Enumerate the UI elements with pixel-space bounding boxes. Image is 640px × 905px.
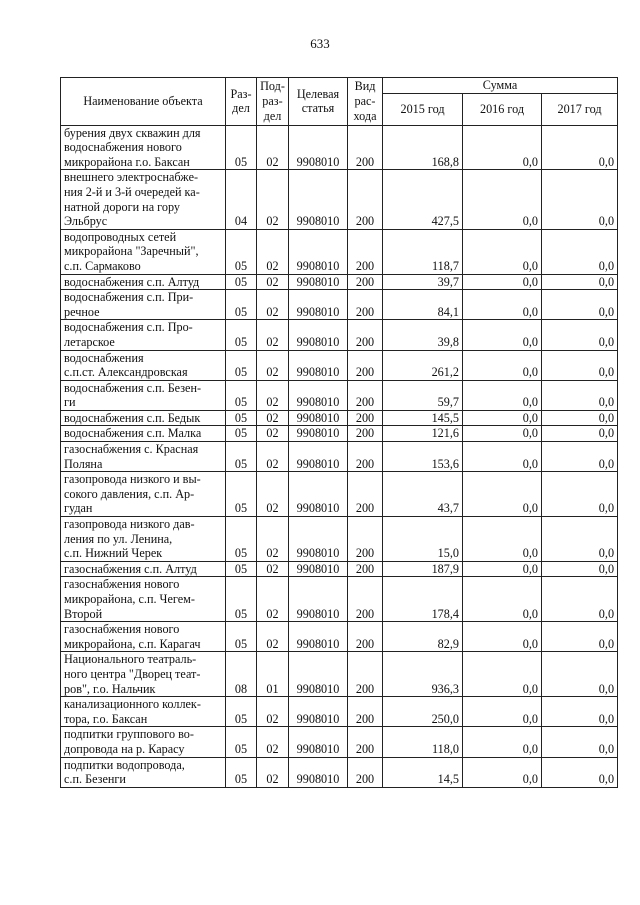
cell-name: газопровода низкого дав- ления по ул. Ленина, с.п. Нижний Черек bbox=[61, 517, 226, 562]
table-row bbox=[61, 125, 618, 170]
cell-podrazdel: 02 bbox=[257, 727, 289, 757]
column-header-2016: 2016 год bbox=[463, 93, 542, 125]
cell-vid: 200 bbox=[348, 472, 383, 517]
cell-y2015: 145,5 bbox=[383, 410, 463, 426]
cell-y2017: 0,0 bbox=[542, 229, 618, 274]
cell-vid: 200 bbox=[348, 380, 383, 410]
cell-razdel: 05 bbox=[226, 274, 257, 290]
cell-y2016: 0,0 bbox=[463, 652, 542, 697]
cell-y2016: 0,0 bbox=[463, 320, 542, 350]
cell-y2016: 0,0 bbox=[463, 426, 542, 442]
budget-table bbox=[60, 77, 618, 788]
cell-y2015: 427,5 bbox=[383, 170, 463, 229]
cell-razdel: 05 bbox=[226, 517, 257, 562]
cell-y2017: 0,0 bbox=[542, 697, 618, 727]
table-row bbox=[61, 350, 618, 380]
cell-vid: 200 bbox=[348, 274, 383, 290]
cell-vid: 200 bbox=[348, 229, 383, 274]
cell-y2015: 168,8 bbox=[383, 125, 463, 170]
cell-razdel: 05 bbox=[226, 472, 257, 517]
table-row bbox=[61, 410, 618, 426]
cell-name: водоснабжения с.п. Малка bbox=[61, 426, 226, 442]
cell-y2015: 39,8 bbox=[383, 320, 463, 350]
table-row bbox=[61, 622, 618, 652]
cell-y2016: 0,0 bbox=[463, 170, 542, 229]
cell-razdel: 05 bbox=[226, 125, 257, 170]
cell-vid: 200 bbox=[348, 727, 383, 757]
cell-y2017: 0,0 bbox=[542, 125, 618, 170]
cell-podrazdel: 02 bbox=[257, 561, 289, 577]
cell-y2017: 0,0 bbox=[542, 170, 618, 229]
cell-statya: 9908010 bbox=[289, 442, 348, 472]
cell-statya: 9908010 bbox=[289, 757, 348, 787]
cell-statya: 9908010 bbox=[289, 697, 348, 727]
cell-y2015: 118,7 bbox=[383, 229, 463, 274]
cell-name: подпитки группового во- допровода на р. Карасу bbox=[61, 727, 226, 757]
cell-y2017: 0,0 bbox=[542, 442, 618, 472]
table-row bbox=[61, 170, 618, 229]
cell-name: водоснабжения с.п. Безен- ги bbox=[61, 380, 226, 410]
cell-statya: 9908010 bbox=[289, 727, 348, 757]
cell-y2017: 0,0 bbox=[542, 622, 618, 652]
cell-statya: 9908010 bbox=[289, 410, 348, 426]
cell-y2017: 0,0 bbox=[542, 652, 618, 697]
cell-y2017: 0,0 bbox=[542, 577, 618, 622]
cell-name: газоснабжения с. Красная Поляна bbox=[61, 442, 226, 472]
table-row bbox=[61, 380, 618, 410]
cell-y2016: 0,0 bbox=[463, 561, 542, 577]
cell-razdel: 05 bbox=[226, 697, 257, 727]
cell-podrazdel: 02 bbox=[257, 426, 289, 442]
cell-y2017: 0,0 bbox=[542, 350, 618, 380]
cell-vid: 200 bbox=[348, 561, 383, 577]
column-header-podrazdel: Под- раз- дел bbox=[257, 78, 289, 126]
cell-y2015: 14,5 bbox=[383, 757, 463, 787]
cell-y2016: 0,0 bbox=[463, 757, 542, 787]
cell-statya: 9908010 bbox=[289, 652, 348, 697]
cell-y2015: 118,0 bbox=[383, 727, 463, 757]
cell-y2015: 250,0 bbox=[383, 697, 463, 727]
cell-razdel: 08 bbox=[226, 652, 257, 697]
cell-y2015: 178,4 bbox=[383, 577, 463, 622]
cell-podrazdel: 02 bbox=[257, 577, 289, 622]
cell-podrazdel: 02 bbox=[257, 170, 289, 229]
cell-podrazdel: 02 bbox=[257, 472, 289, 517]
cell-y2015: 121,6 bbox=[383, 426, 463, 442]
cell-razdel: 05 bbox=[226, 290, 257, 320]
cell-vid: 200 bbox=[348, 125, 383, 170]
column-header-statya: Целевая статья bbox=[289, 78, 348, 126]
column-header-name: Наименование объекта bbox=[61, 78, 226, 126]
cell-statya: 9908010 bbox=[289, 517, 348, 562]
column-header-2015: 2015 год bbox=[383, 93, 463, 125]
cell-razdel: 05 bbox=[226, 380, 257, 410]
cell-vid: 200 bbox=[348, 410, 383, 426]
cell-statya: 9908010 bbox=[289, 170, 348, 229]
cell-podrazdel: 02 bbox=[257, 274, 289, 290]
cell-statya: 9908010 bbox=[289, 350, 348, 380]
table-row bbox=[61, 697, 618, 727]
cell-podrazdel: 02 bbox=[257, 757, 289, 787]
cell-podrazdel: 02 bbox=[257, 410, 289, 426]
cell-podrazdel: 02 bbox=[257, 380, 289, 410]
cell-vid: 200 bbox=[348, 320, 383, 350]
cell-razdel: 05 bbox=[226, 350, 257, 380]
cell-vid: 200 bbox=[348, 622, 383, 652]
cell-razdel: 05 bbox=[226, 757, 257, 787]
table-row bbox=[61, 290, 618, 320]
cell-razdel: 05 bbox=[226, 410, 257, 426]
cell-y2016: 0,0 bbox=[463, 380, 542, 410]
cell-podrazdel: 02 bbox=[257, 442, 289, 472]
cell-y2016: 0,0 bbox=[463, 697, 542, 727]
cell-y2017: 0,0 bbox=[542, 517, 618, 562]
cell-statya: 9908010 bbox=[289, 290, 348, 320]
cell-y2017: 0,0 bbox=[542, 380, 618, 410]
cell-vid: 200 bbox=[348, 170, 383, 229]
cell-y2015: 43,7 bbox=[383, 472, 463, 517]
cell-y2016: 0,0 bbox=[463, 472, 542, 517]
table-row bbox=[61, 517, 618, 562]
cell-y2017: 0,0 bbox=[542, 320, 618, 350]
table-row bbox=[61, 426, 618, 442]
cell-vid: 200 bbox=[348, 697, 383, 727]
cell-y2015: 936,3 bbox=[383, 652, 463, 697]
cell-statya: 9908010 bbox=[289, 380, 348, 410]
table-row bbox=[61, 442, 618, 472]
column-header-2017: 2017 год bbox=[542, 93, 618, 125]
cell-y2017: 0,0 bbox=[542, 472, 618, 517]
cell-y2016: 0,0 bbox=[463, 290, 542, 320]
cell-statya: 9908010 bbox=[289, 274, 348, 290]
cell-y2016: 0,0 bbox=[463, 577, 542, 622]
cell-razdel: 05 bbox=[226, 320, 257, 350]
cell-y2016: 0,0 bbox=[463, 229, 542, 274]
cell-y2015: 187,9 bbox=[383, 561, 463, 577]
cell-name: водоснабжения с.п. При- речное bbox=[61, 290, 226, 320]
cell-vid: 200 bbox=[348, 577, 383, 622]
cell-y2016: 0,0 bbox=[463, 350, 542, 380]
cell-name: бурения двух скважин для водоснабжения нового микрорайона г.о. Баксан bbox=[61, 125, 226, 170]
cell-name: Национального театраль- ного центра "Дворец теат- ров", г.о. Нальчик bbox=[61, 652, 226, 697]
cell-y2015: 39,7 bbox=[383, 274, 463, 290]
cell-y2016: 0,0 bbox=[463, 622, 542, 652]
table-row bbox=[61, 229, 618, 274]
table-row bbox=[61, 727, 618, 757]
cell-podrazdel: 02 bbox=[257, 229, 289, 274]
cell-vid: 200 bbox=[348, 290, 383, 320]
cell-y2016: 0,0 bbox=[463, 410, 542, 426]
cell-y2017: 0,0 bbox=[542, 757, 618, 787]
cell-y2015: 261,2 bbox=[383, 350, 463, 380]
cell-y2017: 0,0 bbox=[542, 561, 618, 577]
cell-statya: 9908010 bbox=[289, 561, 348, 577]
cell-podrazdel: 01 bbox=[257, 652, 289, 697]
cell-y2016: 0,0 bbox=[463, 274, 542, 290]
cell-name: водопроводных сетей микрорайона "Заречный", с.п. Сармаково bbox=[61, 229, 226, 274]
cell-name: газоснабжения с.п. Алтуд bbox=[61, 561, 226, 577]
cell-razdel: 05 bbox=[226, 622, 257, 652]
cell-razdel: 05 bbox=[226, 561, 257, 577]
cell-name: водоснабжения с.п.ст. Александровская bbox=[61, 350, 226, 380]
cell-y2017: 0,0 bbox=[542, 426, 618, 442]
cell-y2015: 153,6 bbox=[383, 442, 463, 472]
table-row bbox=[61, 757, 618, 787]
cell-y2016: 0,0 bbox=[463, 517, 542, 562]
cell-name: подпитки водопровода, с.п. Безенги bbox=[61, 757, 226, 787]
cell-statya: 9908010 bbox=[289, 426, 348, 442]
cell-y2015: 15,0 bbox=[383, 517, 463, 562]
cell-statya: 9908010 bbox=[289, 229, 348, 274]
cell-y2016: 0,0 bbox=[463, 125, 542, 170]
cell-name: газоснабжения нового микрорайона, с.п. Чегем- Второй bbox=[61, 577, 226, 622]
table-row bbox=[61, 320, 618, 350]
cell-podrazdel: 02 bbox=[257, 697, 289, 727]
cell-statya: 9908010 bbox=[289, 577, 348, 622]
cell-y2017: 0,0 bbox=[542, 727, 618, 757]
column-header-summa: Сумма bbox=[383, 78, 618, 94]
cell-podrazdel: 02 bbox=[257, 622, 289, 652]
cell-y2017: 0,0 bbox=[542, 274, 618, 290]
cell-podrazdel: 02 bbox=[257, 350, 289, 380]
cell-vid: 200 bbox=[348, 517, 383, 562]
table-row bbox=[61, 274, 618, 290]
cell-name: водоснабжения с.п. Бедык bbox=[61, 410, 226, 426]
cell-razdel: 04 bbox=[226, 170, 257, 229]
cell-y2015: 59,7 bbox=[383, 380, 463, 410]
cell-vid: 200 bbox=[348, 350, 383, 380]
cell-name: водоснабжения с.п. Про- летарское bbox=[61, 320, 226, 350]
cell-vid: 200 bbox=[348, 442, 383, 472]
cell-podrazdel: 02 bbox=[257, 290, 289, 320]
cell-razdel: 05 bbox=[226, 727, 257, 757]
cell-vid: 200 bbox=[348, 652, 383, 697]
cell-name: водоснабжения с.п. Алтуд bbox=[61, 274, 226, 290]
table-row bbox=[61, 561, 618, 577]
cell-statya: 9908010 bbox=[289, 622, 348, 652]
cell-name: внешнего электроснабже- ния 2-й и 3-й очередей ка- натной дороги на гору Эльбрус bbox=[61, 170, 226, 229]
cell-y2017: 0,0 bbox=[542, 290, 618, 320]
cell-podrazdel: 02 bbox=[257, 125, 289, 170]
cell-y2016: 0,0 bbox=[463, 727, 542, 757]
table-body bbox=[61, 125, 618, 787]
cell-razdel: 05 bbox=[226, 442, 257, 472]
cell-razdel: 05 bbox=[226, 577, 257, 622]
cell-name: газопровода низкого и вы- сокого давления, с.п. Ар- гудан bbox=[61, 472, 226, 517]
column-header-razdel: Раз- дел bbox=[226, 78, 257, 126]
cell-name: канализационного коллек- тора, г.о. Баксан bbox=[61, 697, 226, 727]
cell-y2017: 0,0 bbox=[542, 410, 618, 426]
page-number: 633 bbox=[310, 36, 330, 51]
cell-podrazdel: 02 bbox=[257, 320, 289, 350]
cell-razdel: 05 bbox=[226, 426, 257, 442]
cell-statya: 9908010 bbox=[289, 125, 348, 170]
cell-vid: 200 bbox=[348, 757, 383, 787]
cell-name: газоснабжения нового микрорайона, с.п. Карагач bbox=[61, 622, 226, 652]
cell-podrazdel: 02 bbox=[257, 517, 289, 562]
cell-statya: 9908010 bbox=[289, 472, 348, 517]
cell-vid: 200 bbox=[348, 426, 383, 442]
cell-statya: 9908010 bbox=[289, 320, 348, 350]
table-row bbox=[61, 472, 618, 517]
cell-y2015: 82,9 bbox=[383, 622, 463, 652]
cell-razdel: 05 bbox=[226, 229, 257, 274]
column-header-vid: Вид рас- хода bbox=[348, 78, 383, 126]
table-row bbox=[61, 577, 618, 622]
cell-y2015: 84,1 bbox=[383, 290, 463, 320]
table-row bbox=[61, 652, 618, 697]
cell-y2016: 0,0 bbox=[463, 442, 542, 472]
